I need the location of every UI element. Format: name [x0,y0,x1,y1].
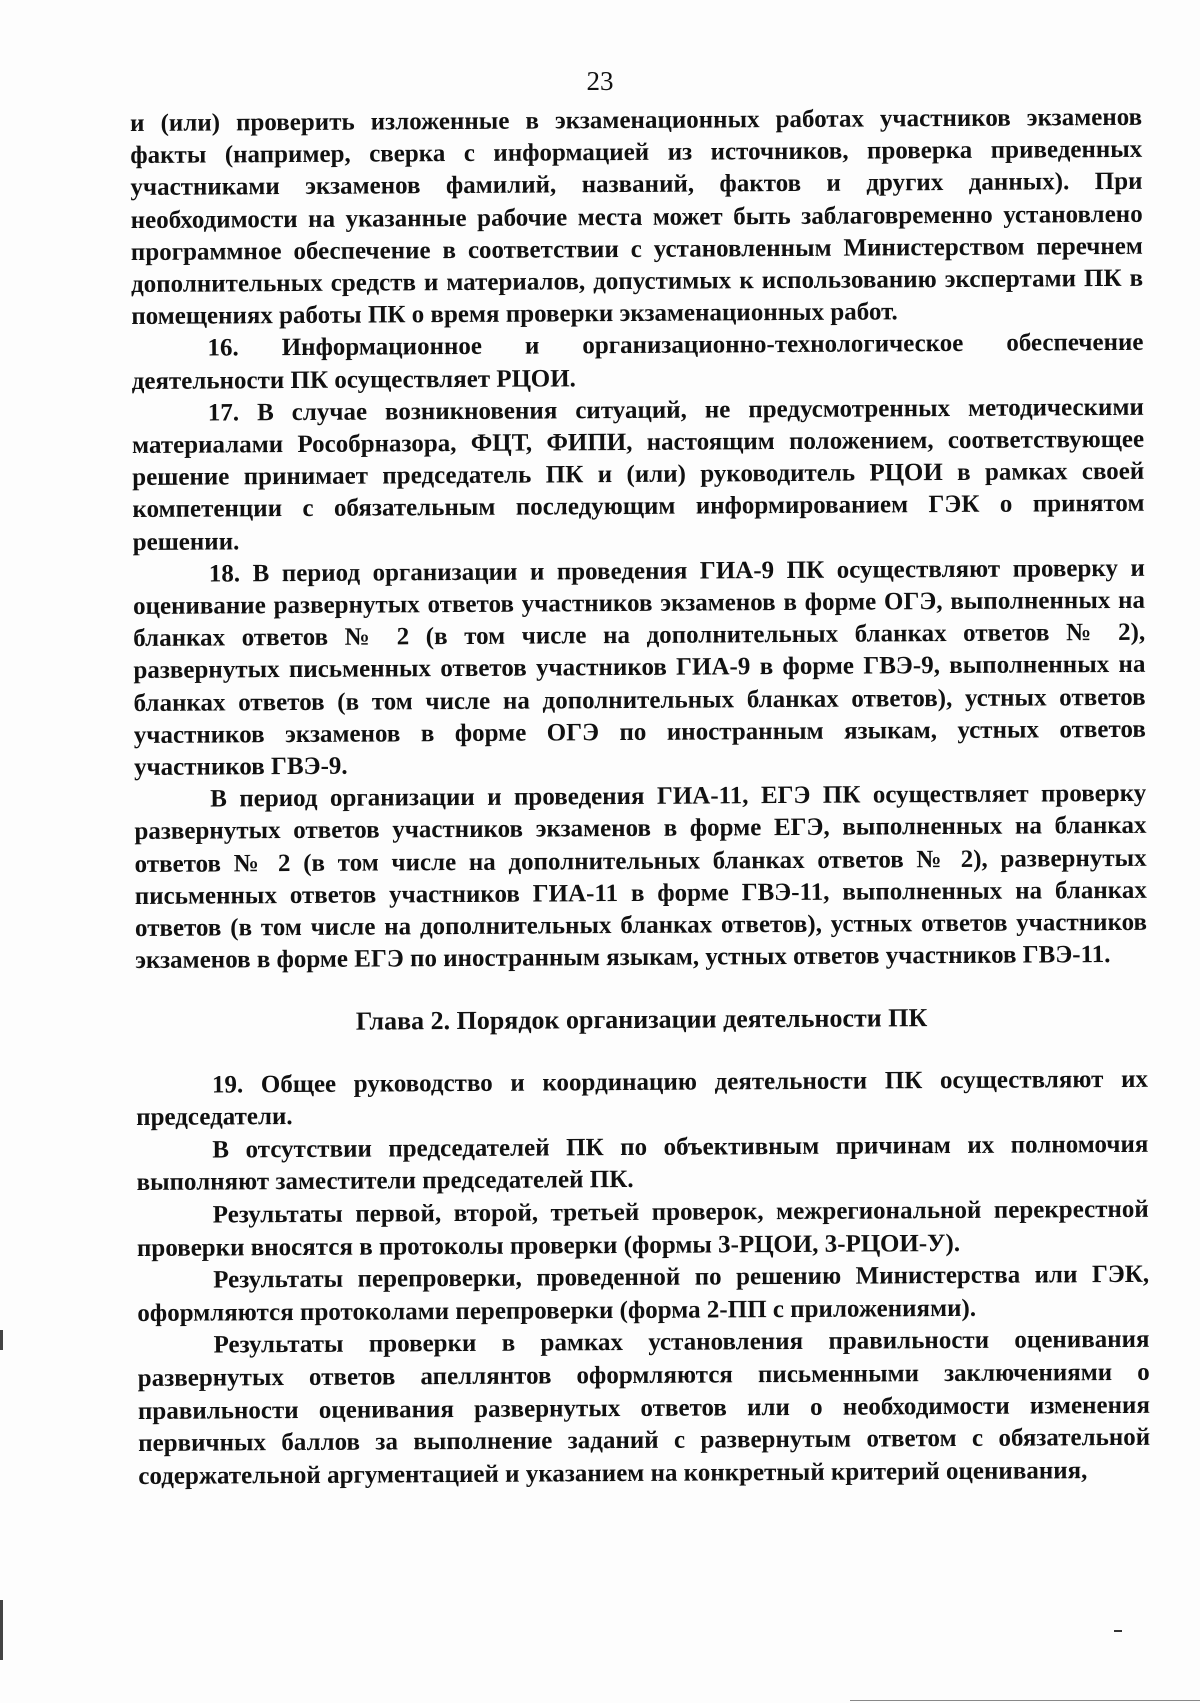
paragraph-19-appeal-results: Результаты проверки в рамках установления правильности оценивания развернутых ответов апеллянтов оформляются письменными заключениями о правильности оценивания развернутых ответов или о необходимости изменения первичных баллов за выполнение заданий с развернутым ответом с обязательной содержательной аргументацией и указанием на конкретный критерий оценивания, [137,1326,1151,1490]
page-number: 23 [586,66,614,96]
scan-edge-mark [0,1600,3,1660]
scan-dash-mark [1114,1630,1122,1632]
paragraph-17: 17. В случае возникновения ситуаций, не предусмотренных методическими материалами Рособрназора, ФЦТ, ФИПИ, настоящим положением, соответствующее решение принимает председатель ПК и (или) руководитель РЦОИ в рамках своей компетенции с обязательным последующим информированием ГЭК о принятом решении. [131,393,1145,556]
paragraph-18-continued: В период организации и проведения ГИА-11, ЕГЭ ПК осуществляет проверку развернутых ответов участников экзаменов в форме ЕГЭ, выполненных на бланках ответов № 2 (в том числе на дополнительных бланках ответов № 2), развернутых письменных ответов участников ГИА-11 в форме ГВЭ-11, выполненных на бланках ответов (в том числе на дополнительных бланках ответов), устных ответов участников экзаменов в форме ЕГЭ по иностранным языкам, устных ответов участников ГВЭ-11. [134,780,1148,975]
paragraph-19: 19. Общее руководство и координацию деятельности ПК осуществляют их председатели. [136,1065,1149,1132]
scan-bottom-line [850,1700,1200,1701]
paragraph-19-substitutes: В отсутствии председателей ПК по объективным причинам их полномочия выполняют заместители председателей ПК. [136,1130,1149,1197]
paragraph-16: 16. Информационное и организационно-технологическое обеспечение деятельности ПК осуществляет РЦОИ. [131,329,1144,395]
paragraph-18: 18. В период организации и проведения ГИА-9 ПК осуществляют проверку и оценивание развернутых ответов участников экзаменов в форме ОГЭ, выполненных на бланках ответов № 2 (в том числе на дополнительных бланках ответов № 2), развернутых письменных ответов участников ГИА-9 в форме ГВЭ-9, выполненных на бланках ответов (в том числе на дополнительных бланках ответов), устных ответов участников экзаменов в форме ОГЭ по иностранным языкам, устных ответов участников ГВЭ-9. [132,554,1146,782]
scan-edge-mark [0,1330,3,1350]
paragraph-19-results-protocols: Результаты первой, второй, третьей проверок, межрегиональной перекрестной проверки вносятся в протоколы проверки (формы 3-РЦОИ, 3-РЦОИ-У). [136,1195,1149,1262]
chapter-2-body [136,1063,1151,1493]
paragraph-continued: и (или) проверить изложенные в экзаменационных работах участников экзаменов факты (например, сверка с информацией из источников, проверка приведенных участниками экзаменов фамилий, названий, фактов и других данных). При необходимости на указанные рабочие места может быть заблаговременно установлено программное обеспечение в соответствии с установленным Министерством перечнем дополнительных средств и материалов, допустимых к использованию экспертами ПК в помещениях работы ПК о время проверки экзаменационных работ. [130,103,1144,331]
chapter-heading: Глава 2. Порядок организации деятельности ПК [355,1003,928,1037]
paragraph-19-recheck-results: Результаты перепроверки, проведенной по решению Министерства или ГЭК, оформляются протоколами перепроверки (форма 2-ПП с приложениями). [137,1261,1150,1327]
document-body [130,102,1150,1494]
